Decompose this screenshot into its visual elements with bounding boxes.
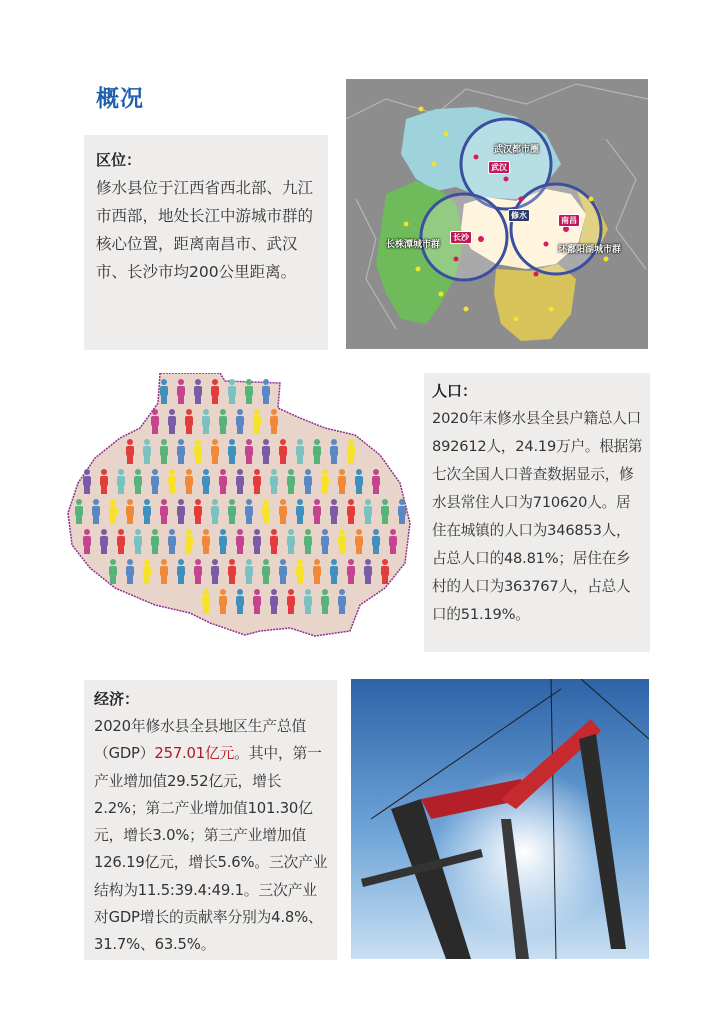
person-figure [126, 499, 134, 524]
person-figure [236, 529, 244, 554]
person-figure [347, 499, 355, 524]
person-figure [338, 469, 346, 494]
person-figure [270, 589, 278, 614]
person-figure [83, 469, 91, 494]
person-figure [338, 589, 346, 614]
person-figure [347, 559, 355, 584]
person-figure [194, 439, 202, 464]
person-figure [245, 559, 253, 584]
person-figure [253, 469, 261, 494]
person-figure [177, 499, 185, 524]
person-figure [279, 439, 287, 464]
person-figure [211, 499, 219, 524]
person-figure [287, 589, 295, 614]
location-text: 修水县位于江西省西北部、九江市西部，地处长江中游城市群的核心位置，距离南昌市、武汉市、长沙市均200公里距离。 [96, 179, 314, 281]
economy-section [84, 680, 337, 960]
person-figure [381, 559, 389, 584]
person-figure [219, 469, 227, 494]
person-figure [313, 559, 321, 584]
person-figure [321, 469, 329, 494]
person-figure [185, 469, 193, 494]
person-figure [262, 439, 270, 464]
person-figure [228, 379, 236, 404]
person-figure [143, 499, 151, 524]
economy-text-detail: 。其中，第一产业增加值29.52亿元，增长2.2%；第二产业增加值101.30亿元，增长3.0%；第三产业增加值126.19亿元，增长5.6%。三次产业结构为11.5:39.4:49.1。三次产业对GDP增长的贡献率分别为4.8%、31.7%、63.5%。 [94, 745, 328, 954]
xiushui-tag: 修水 [508, 209, 530, 222]
person-figure [75, 499, 83, 524]
gdp-value: 257.01亿元 [154, 745, 235, 763]
person-figure [245, 439, 253, 464]
person-figure [160, 439, 168, 464]
person-figure [219, 409, 227, 434]
person-figure [330, 439, 338, 464]
person-figure [236, 589, 244, 614]
person-figure [160, 559, 168, 584]
person-figure [279, 499, 287, 524]
person-figure [92, 499, 100, 524]
poyang-group-label: 环鄱阳湖城市群 [558, 245, 622, 255]
person-figure [364, 499, 372, 524]
person-figure [287, 469, 295, 494]
person-figure [211, 559, 219, 584]
person-figure [262, 559, 270, 584]
crane-photo-graphic [351, 679, 649, 959]
location-section [84, 135, 328, 350]
person-figure [228, 499, 236, 524]
wuhan-metro-label: 武汉都市圈 [494, 145, 540, 155]
person-figure [83, 529, 91, 554]
person-figure [228, 439, 236, 464]
person-figure [134, 469, 142, 494]
person-figure [304, 469, 312, 494]
nanchang-tag: 南昌 [558, 214, 580, 227]
person-figure [160, 379, 168, 404]
person-figure [168, 529, 176, 554]
person-figure [151, 409, 159, 434]
person-figure [143, 439, 151, 464]
person-figure [270, 409, 278, 434]
person-figure [109, 499, 117, 524]
person-figure [304, 589, 312, 614]
person-figure [151, 469, 159, 494]
person-figure [117, 469, 125, 494]
person-figure [253, 589, 261, 614]
person-figure [270, 469, 278, 494]
person-figure [185, 529, 193, 554]
person-figure [355, 469, 363, 494]
person-figure [347, 439, 355, 464]
person-figure [185, 409, 193, 434]
person-figure [194, 559, 202, 584]
person-figure [364, 559, 372, 584]
person-figure [117, 529, 125, 554]
page-title: 概况 [96, 86, 144, 112]
population-text: 2020年末修水县全县户籍总人口892612人，24.19万户。根据第七次全国人口普查数据显示，修水县常住人口为710620人。居住在城镇的人口为346853人，占总人口的48.81%；居住在乡村的人口为363767人，占总人口的51.19%。 [432, 410, 643, 623]
person-figure [355, 529, 363, 554]
person-figure [313, 499, 321, 524]
person-figure [211, 439, 219, 464]
person-figure [253, 529, 261, 554]
person-figure [287, 529, 295, 554]
person-figure [321, 529, 329, 554]
region-map-graphic [346, 79, 648, 349]
person-figure [177, 379, 185, 404]
person-figure [245, 499, 253, 524]
person-figure [236, 469, 244, 494]
region-map-image [346, 79, 648, 349]
population-illustration [60, 373, 416, 641]
person-figure [338, 529, 346, 554]
person-figure [177, 559, 185, 584]
person-figure [330, 499, 338, 524]
person-figure [126, 439, 134, 464]
population-map-graphic [60, 373, 416, 641]
person-figure [296, 559, 304, 584]
changzhutan-group-label: 长株潭城市群 [386, 240, 441, 250]
person-figure [296, 499, 304, 524]
person-figure [279, 559, 287, 584]
economy-heading: 经济： [94, 690, 140, 708]
person-figure [313, 439, 321, 464]
person-figure [304, 529, 312, 554]
person-figure [100, 469, 108, 494]
population-heading: 人口： [432, 382, 478, 400]
person-figure [253, 409, 261, 434]
person-figure [143, 559, 151, 584]
wuhan-tag: 武汉 [488, 161, 510, 174]
person-figure [134, 529, 142, 554]
person-figure [202, 589, 210, 614]
person-figure [177, 439, 185, 464]
population-section [424, 373, 650, 652]
person-figure [321, 589, 329, 614]
person-figure [168, 469, 176, 494]
person-figure [109, 559, 117, 584]
person-figure [100, 529, 108, 554]
person-figure [202, 409, 210, 434]
person-figure [262, 499, 270, 524]
person-figure [194, 499, 202, 524]
person-figure [330, 559, 338, 584]
person-figure [202, 529, 210, 554]
person-figure [219, 589, 227, 614]
person-figure [126, 559, 134, 584]
person-figure [262, 379, 270, 404]
person-figure [245, 379, 253, 404]
person-figure [151, 529, 159, 554]
location-heading: 区位： [96, 151, 142, 169]
changsha-tag: 长沙 [450, 231, 472, 244]
person-figure [372, 529, 380, 554]
person-figure [160, 499, 168, 524]
person-figure [194, 379, 202, 404]
economy-text [94, 713, 329, 959]
construction-crane-photo [351, 679, 649, 959]
person-figure [296, 439, 304, 464]
person-figure [219, 529, 227, 554]
person-figure [168, 409, 176, 434]
person-figure [270, 529, 278, 554]
economy-text-intro: 2020年修水县全县地区生产总值（GDP） [94, 718, 307, 763]
person-figure [389, 529, 397, 554]
person-figure [236, 409, 244, 434]
person-figure [381, 499, 389, 524]
person-figure [211, 379, 219, 404]
person-figure [202, 469, 210, 494]
person-figure [372, 469, 380, 494]
person-figure [398, 499, 406, 524]
person-figure [228, 559, 236, 584]
